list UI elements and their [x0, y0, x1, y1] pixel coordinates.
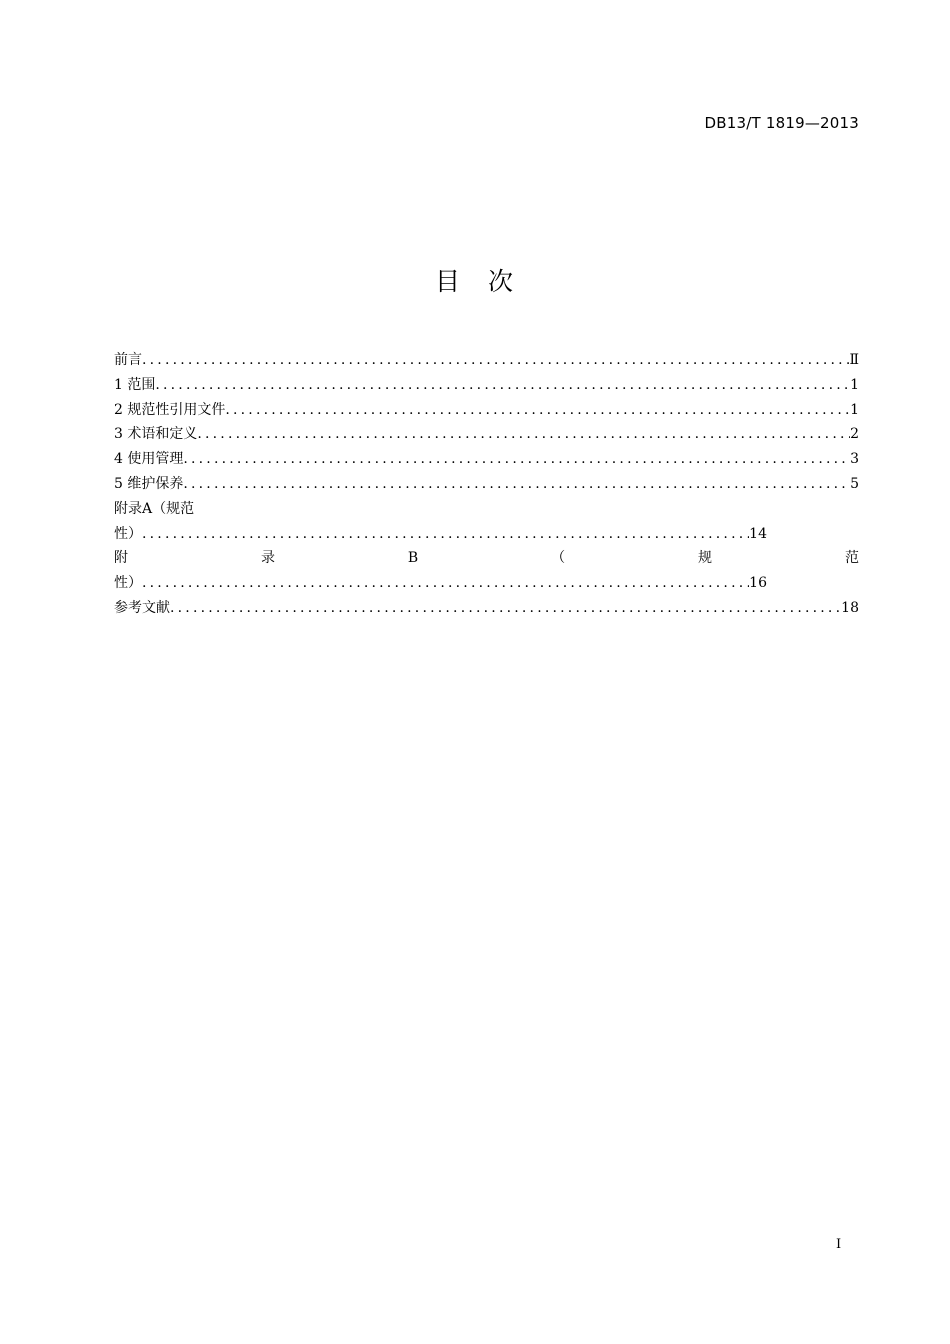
- dot-leader: [142, 348, 849, 373]
- toc-entry-page: 5: [850, 475, 859, 492]
- toc-entry-label-part: B: [407, 550, 419, 567]
- dot-leader: [155, 373, 850, 398]
- toc-entry-label: 1 范围: [114, 376, 156, 393]
- toc-entry-label: 4 使用管理: [114, 451, 184, 468]
- toc-entry-page: Ⅱ: [849, 352, 859, 368]
- toc-entry-page: 2: [850, 426, 859, 443]
- dot-leader: [197, 422, 850, 447]
- toc-entry-label: 前言: [114, 352, 142, 368]
- toc-entry-page: 1: [850, 401, 859, 418]
- toc-entry-foreword[interactable]: [114, 348, 859, 373]
- toc-entry-usage-management[interactable]: [114, 447, 859, 472]
- table-of-contents: [114, 348, 859, 621]
- toc-entry-bibliography[interactable]: [114, 596, 859, 621]
- toc-entry-normative-references[interactable]: [114, 398, 859, 423]
- toc-entry-appendix-b-line1[interactable]: [114, 546, 859, 571]
- toc-entry-label-part: 录: [260, 550, 275, 567]
- dot-leader: [170, 596, 841, 621]
- toc-entry-appendix-a-line1[interactable]: [114, 497, 859, 522]
- dot-leader: [142, 571, 749, 596]
- dot-leader: [183, 472, 850, 497]
- toc-entry-page: 16: [749, 575, 767, 592]
- toc-entry-page: 14: [749, 525, 767, 542]
- toc-entry-label: 2 规范性引用文件: [114, 401, 226, 418]
- toc-entry-label: 性）: [114, 575, 142, 592]
- toc-entry-scope[interactable]: [114, 373, 859, 398]
- toc-entry-label-part: 规: [698, 550, 713, 567]
- dot-leader: [142, 522, 749, 547]
- toc-entry-page: 1: [850, 376, 859, 393]
- document-code: DB13/T 1819—2013: [704, 114, 859, 132]
- dot-leader: [183, 447, 850, 472]
- toc-entry-label: 附录A（规范: [114, 500, 195, 517]
- toc-entry-page: 18: [841, 599, 859, 616]
- toc-entry-label: 5 维护保养: [114, 475, 184, 492]
- dot-leader: [225, 398, 850, 423]
- toc-entry-label-part: 范: [844, 550, 859, 567]
- toc-title: 目 次: [435, 267, 523, 296]
- toc-entry-appendix-b-line2[interactable]: [114, 571, 767, 596]
- toc-entry-label: 性）: [114, 525, 142, 542]
- toc-entry-label: 3 术语和定义: [114, 426, 198, 443]
- toc-entry-label-part: 附: [114, 550, 128, 567]
- toc-entry-terms[interactable]: [114, 422, 859, 447]
- toc-entry-label-part: （: [551, 550, 566, 567]
- toc-entry-maintenance[interactable]: [114, 472, 859, 497]
- page-number: I: [836, 1237, 842, 1252]
- toc-entry-page: 3: [850, 451, 859, 468]
- toc-entry-label: 参考文献: [114, 599, 170, 616]
- toc-entry-appendix-a-line2[interactable]: [114, 522, 767, 547]
